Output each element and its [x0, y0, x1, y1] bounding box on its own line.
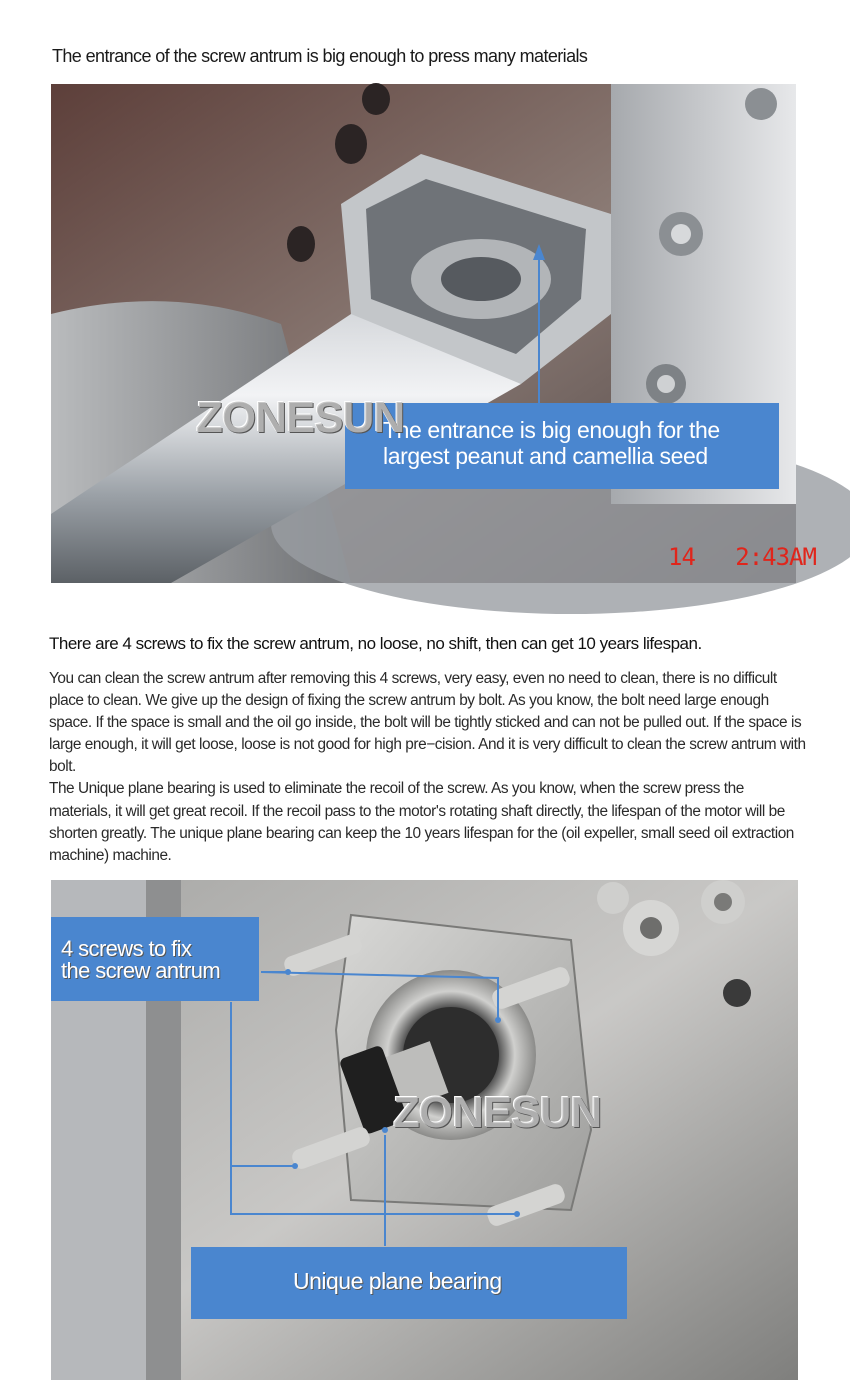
screws-callout: [51, 917, 259, 1001]
entrance-callout-line1: The entrance is big enough for the: [383, 417, 720, 443]
entrance-callout: [345, 403, 779, 489]
description-text: [49, 668, 809, 867]
photo-illustration: [51, 84, 796, 583]
section-heading: There are 4 screws to fix the screw antrum, no loose, no shift, then can get 10 years lifespan.: [49, 634, 702, 653]
entrance-callout-line2: largest peanut and camellia seed: [383, 443, 708, 469]
photo-screws-and-bearing: [51, 880, 798, 1380]
paragraph-bearing: The Unique plane bearing is used to eliminate the recoil of the screw. As you know, when the screw press the materials, it will get great recoil. If the recoil pass to the motor's rotating shaft directly, the lifespan of the motor will be shorten greatly. The unique plane bearing can keep the 10 years lifespan for the (oil expeller, small seed oil extraction machine) machine.: [49, 780, 794, 864]
brand-watermark: ZONESUN: [196, 393, 405, 442]
paragraph-screws: You can clean the screw antrum after removing this 4 screws, very easy, even no need to clean, there is no difficult place to clean. We give up the design of fixing the screw antrum by bolt. As you know, the bolt need large enough space. If the space is small and the oil go inside, the bolt will be tightly sticked and can not be pulled out. If the space is large enough, it will get loose, loose is not good for high pre−cision. And it is very difficult to clean the screw antrum with bolt.: [49, 670, 806, 776]
screws-callout-line1: 4 screws to fix: [61, 936, 192, 961]
photo-screw-antrum-entrance: [51, 84, 816, 583]
bearing-callout: [191, 1247, 627, 1319]
section-caption: The entrance of the screw antrum is big enough to press many materials: [52, 46, 588, 66]
bearing-callout-label: Unique plane bearing: [293, 1268, 502, 1294]
timestamp: 14 2:43AM: [668, 543, 816, 571]
brand-watermark: ZONESUN: [393, 1088, 602, 1137]
screws-callout-line2: the screw antrum: [61, 958, 221, 983]
